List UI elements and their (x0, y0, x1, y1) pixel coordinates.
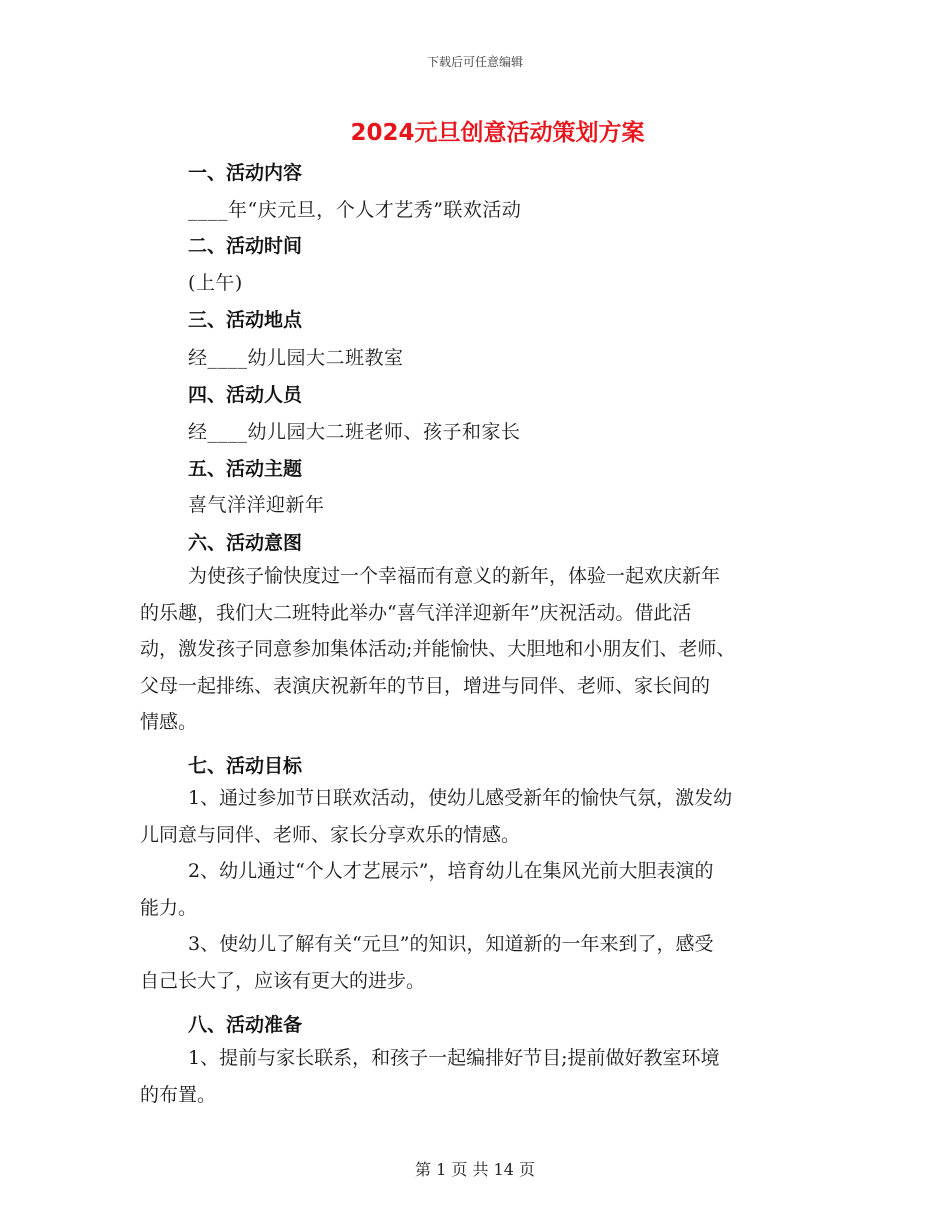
section-text-theme: 喜气洋洋迎新年 (188, 494, 325, 516)
section-paragraph-purpose (140, 558, 830, 741)
paragraph-line: 能力。 (140, 896, 198, 919)
section-heading-theme: 五、活动主题 (188, 458, 303, 480)
section-paragraph-preparation (140, 1040, 830, 1113)
paragraph-line: 1、通过参加节日联欢活动，使幼儿感受新年的愉快气氛，激发幼 (188, 787, 733, 809)
section-heading-preparation: 八、活动准备 (188, 1014, 303, 1036)
section-heading-goals: 七、活动目标 (188, 755, 303, 777)
paragraph-line: 父母一起排练、表演庆祝新年的节目，增进与同伴、老师、家长间的 (140, 674, 711, 697)
paragraph-line: 为使孩子愉快度过一个幸福而有意义的新年，体验一起欢庆新年 (188, 565, 721, 587)
document-title: 2024元旦创意活动策划方案 (350, 120, 645, 146)
section-text-people: 经____幼儿园大二班老师、孩子和家长 (188, 421, 521, 443)
paragraph-line: 的布置。 (140, 1083, 217, 1106)
section-text-time: (上午) (188, 272, 243, 294)
section-text-content: ____年“庆元旦，个人才艺秀”联欢活动 (188, 199, 522, 221)
header-note: 下载后可任意编辑 (426, 55, 523, 69)
section-heading-time: 二、活动时间 (188, 235, 303, 257)
paragraph-line: 动，激发孩子同意参加集体活动;并能愉快、大胆地和小朋友们、老师、 (140, 638, 736, 660)
paragraph-line: 儿同意与同伴、老师、家长分享欢乐的情感。 (140, 823, 521, 846)
paragraph-line: 2、幼儿通过“个人才艺展示”，培育幼儿在集风光前大胆表演的 (188, 860, 714, 882)
section-text-location: 经____幼儿园大二班教室 (188, 347, 404, 369)
section-heading-people: 四、活动人员 (188, 384, 303, 406)
section-heading-content: 一、活动内容 (188, 162, 303, 184)
page-number-footer: 第 1 页 共 14 页 (415, 1160, 535, 1179)
section-heading-location: 三、活动地点 (188, 309, 303, 331)
paragraph-line: 1、提前与家长联系，和孩子一起编排好节目;提前做好教室环境 (188, 1047, 720, 1069)
paragraph-line: 自己长大了，应该有更大的进步。 (140, 969, 426, 992)
paragraph-line: 3、使幼儿了解有关“元旦”的知识，知道新的一年来到了，感受 (188, 933, 714, 955)
paragraph-line: 的乐趣，我们大二班特此举办“喜气洋洋迎新年”庆祝活动。借此活 (140, 601, 692, 624)
paragraph-line: 情感。 (140, 711, 198, 733)
section-paragraph-goals (140, 780, 830, 999)
section-heading-purpose: 六、活动意图 (188, 532, 303, 554)
